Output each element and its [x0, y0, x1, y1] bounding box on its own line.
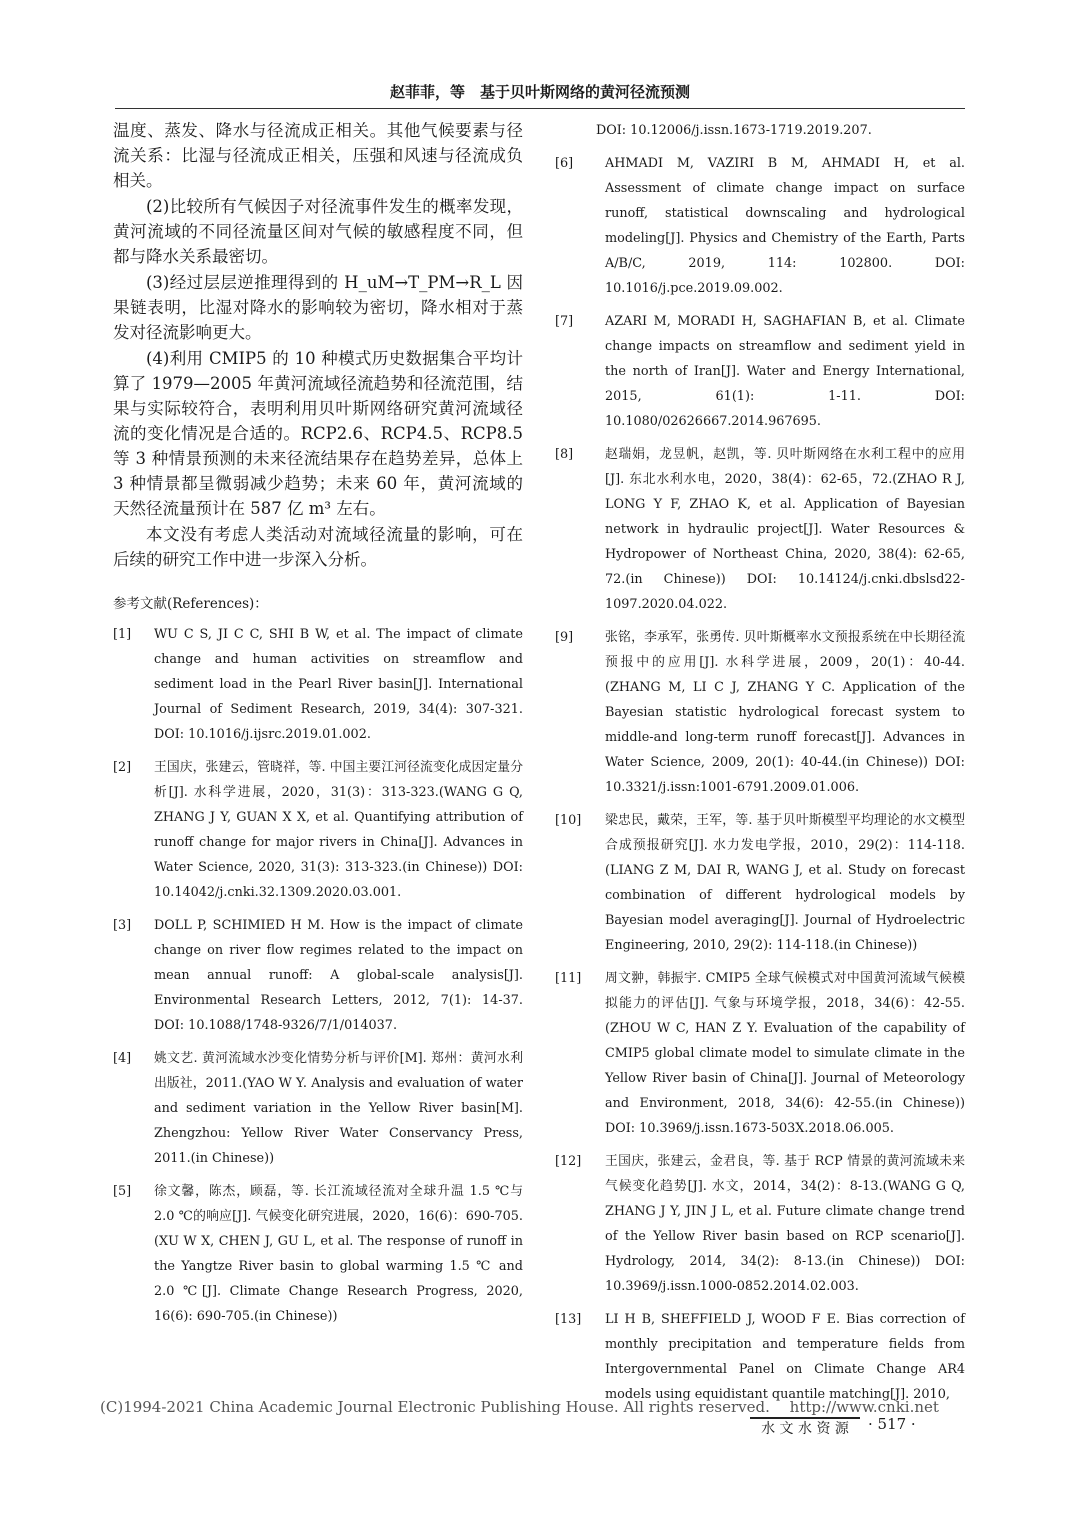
- reference-number: [8]: [555, 447, 574, 462]
- reference-item: [555, 1149, 965, 1299]
- reference-item: [113, 913, 523, 1038]
- reference-item: [555, 442, 965, 617]
- journal-name: 水 文 水 资 源: [750, 1417, 860, 1439]
- reference-number: [10]: [555, 813, 582, 828]
- reference-number: [13]: [555, 1312, 582, 1327]
- reference-text: 姚文艺. 黄河流域水沙变化情势分析与评价[M]. 郑州：黄河水利出版社，2011.(YAO W Y. Analysis and evaluation of water and sediment variation in the Yellow River basin[M]. Zhengzhou: Yellow River Water Conservancy Press, 2011.(in Chinese)): [154, 1051, 523, 1166]
- reference-number: [1]: [113, 627, 132, 642]
- reference-text: AHMADI M, VAZIRI B M, AHMADI H, et al. Assessment of climate change impact on surface runoff, statistical downscaling and hydrological modeling[J]. Physics and Chemistry of the Earth, Parts A/B/C, 2019, 114: 102800. DOI: 10.1016/j.pce.2019.09.002.: [605, 156, 965, 296]
- reference-item: [113, 755, 523, 905]
- reference-text: WU C S, JI C C, SHI B W, et al. The impact of climate change and human activities on streamflow and sediment load in the Pearl River basin[J]. International Journal of Sediment Research, 2019, 34(4): 307-321. DOI: 10.1016/j.ijsrc.2019.01.002.: [154, 627, 523, 742]
- reference-number: [2]: [113, 760, 132, 775]
- reference-text: 赵瑞娟，龙昱帆，赵凯，等. 贝叶斯网络在水利工程中的应用[J]. 东北水利水电，2020，38(4)：62-65，72.(ZHAO R J, LONG Y F, ZHAO K, et al. Application of Bayesian network in hydraulic project[J]. Water Resources & Hydropower of Northeast China, 2020, 38(4): 62-65, 72.(in Chinese)) DOI: 10.14124/j.cnki.dbslsd22-1097.2020.04.022.: [605, 447, 965, 612]
- reference-text: 周文翀，韩振宇. CMIP5 全球气候模式对中国黄河流域气候模拟能力的评估[J]. 气象与环境学报，2018，34(6)：42-55.(ZHOU W C, HAN Z Y. Evaluation of the capability of CMIP5 global climate model to simulate climate in the Yellow River basin of China[J]. Journal of Meteorology and Environment, 2018, 34(6): 42-55.(in Chinese)) DOI: 10.3969/j.issn.1673-503X.2018.06.005.: [605, 971, 965, 1136]
- reference-continuation: DOI: 10.12006/j.issn.1673-1719.2019.207.: [596, 123, 872, 138]
- reference-item: [555, 151, 965, 301]
- reference-item: [555, 1307, 965, 1407]
- reference-item: [555, 309, 965, 434]
- reference-number: [3]: [113, 918, 132, 933]
- reference-text: 梁忠民，戴荣，王军，等. 基于贝叶斯模型平均理论的水文模型合成预报研究[J]. 水力发电学报，2010，29(2)：114-118.(LIANG Z M, DAI R, WANG J, et al. Study on forecast combination of different hydrological models by Bayesian model averaging[J]. Journal of Hydroelectric Engineering, 2010, 29(2): 114-118.(in Chinese)): [605, 813, 965, 953]
- conclusion-paragraph: (4)利用 CMIP5 的 10 种模式历史数据集合平均计算了 1979—2005 年黄河流域径流趋势和径流范围，结果与实际较符合，表明利用贝叶斯网络研究黄河流域径流的变化情况是合适的。RCP2.6、RCP4.5、RCP8.5 等 3 种情景预测的未来径流结果存在趋势差异，总体上 3 种情景都呈微弱减少趋势；未来 60 年，黄河流域的天然径流量预计在 587 亿 m³ 左右。: [113, 349, 523, 518]
- reference-number: [5]: [113, 1184, 132, 1199]
- reference-text: 王国庆，张建云，金君良，等. 基于 RCP 情景的黄河流域未来气候变化趋势[J]. 水文，2014，34(2)：8-13.(WANG G Q, ZHANG J Y, JIN J L, et al. Future climate change trend of the Yellow River basin based on RCP scenario[J]. Hydrology, 2014, 34(2): 8-13.(in Chinese)) DOI: 10.3969/j.issn.1000-0852.2014.02.003.: [605, 1154, 965, 1294]
- reference-item: [555, 966, 965, 1141]
- reference-item: [113, 1179, 523, 1329]
- reference-item: [555, 808, 965, 958]
- reference-number: [12]: [555, 1154, 582, 1169]
- reference-text: 张铭，李承军，张勇传. 贝叶斯概率水文预报系统在中长期径流预报中的应用[J]. 水科学进展，2009，20(1)：40-44.(ZHANG M, LI C J, ZHANG Y C. Application of the Bayesian statistic hydrological forecast system to middle-and long-term runoff forecast[J]. Advances in Water Science, 2009, 20(1): 40-44.(in Chinese)) DOI: 10.3321/j.issn:1001-6791.2009.01.006.: [605, 630, 965, 795]
- running-header: [115, 78, 965, 109]
- reference-text: AZARI M, MORADI H, SAGHAFIAN B, et al. Climate change impacts on streamflow and sediment yield in the north of Iran[J]. Water and Energy International, 2015, 61(1): 1-11. DOI: 10.1080/02626667.2014.967695.: [605, 314, 965, 429]
- reference-number: [6]: [555, 156, 574, 171]
- left-column: [113, 118, 523, 1337]
- reference-item: [113, 1046, 523, 1171]
- conclusion-paragraph: (2)比较所有气候因子对径流事件发生的概率发现，黄河流域的不同径流量区间对气候的敏感程度不同，但都与降水关系最密切。: [113, 197, 523, 266]
- reference-item: [113, 622, 523, 747]
- reference-number: [4]: [113, 1051, 132, 1066]
- page-number: · 517 ·: [868, 1415, 916, 1433]
- reference-text: 王国庆，张建云，管晓祥，等. 中国主要江河径流变化成因定量分析[J]. 水科学进展，2020，31(3)：313-323.(WANG G Q, ZHANG J Y, GUAN X X, et al. Quantifying attribution of runoff change for major rivers in China[J]. Advances in Water Science, 2020, 31(3): 313-323.(in Chinese)) DOI: 10.14042/j.cnki.32.1309.2020.03.001.: [154, 760, 523, 900]
- conclusion-paragraph: 本文没有考虑人类活动对流域径流量的影响，可在后续的研究工作中进一步深入分析。: [113, 525, 523, 569]
- right-column: [555, 118, 965, 1415]
- conclusion-paragraph: 温度、蒸发、降水与径流成正相关。其他气候要素与径流关系：比湿与径流成正相关，压强和风速与径流成负相关。: [113, 121, 523, 190]
- reference-number: [11]: [555, 971, 582, 986]
- copyright-footer: (C)1994-2021 China Academic Journal Electronic Publishing House. All rights reserved. http://www.cnki.net: [100, 1398, 939, 1416]
- reference-item: [555, 625, 965, 800]
- reference-text: DOLL P, SCHIMIED H M. How is the impact of climate change on river flow regimes related to the impact on mean annual runoff: A global-scale analysis[J]. Environmental Research Letters, 2012, 7(1): 14-37. DOI: 10.1088/1748-9326/7/1/014037.: [154, 918, 523, 1033]
- reference-number: [9]: [555, 630, 574, 645]
- reference-text: LI H B, SHEFFIELD J, WOOD F E. Bias correction of monthly precipitation and temperature fields from Intergovernmental Panel on Climate Change AR4 models using equidistant quantile matching[J]. 2010,: [605, 1312, 965, 1402]
- running-title: 赵菲菲，等 基于贝叶斯网络的黄河径流预测: [389, 83, 690, 101]
- reference-text: 徐文馨，陈杰，顾磊，等. 长江流域径流对全球升温 1.5 ℃与 2.0 ℃的响应[J]. 气候变化研究进展，2020，16(6)：690-705.(XU W X, CHEN J, GU L, et al. The response of runoff in the Yangtze River basin to global warming 1.5 ℃ and 2.0 ℃[J]. Climate Change Research Progress, 2020, 16(6): 690-705.(in Chinese)): [154, 1184, 523, 1324]
- reference-number: [7]: [555, 314, 574, 329]
- conclusion-paragraph: (3)经过层层逆推理得到的 H_uM→T_PM→R_L 因果链表明，比湿对降水的影响较为密切，降水相对于蒸发对径流影响更大。: [113, 273, 523, 342]
- references-heading: 参考文献(References)：: [113, 596, 268, 612]
